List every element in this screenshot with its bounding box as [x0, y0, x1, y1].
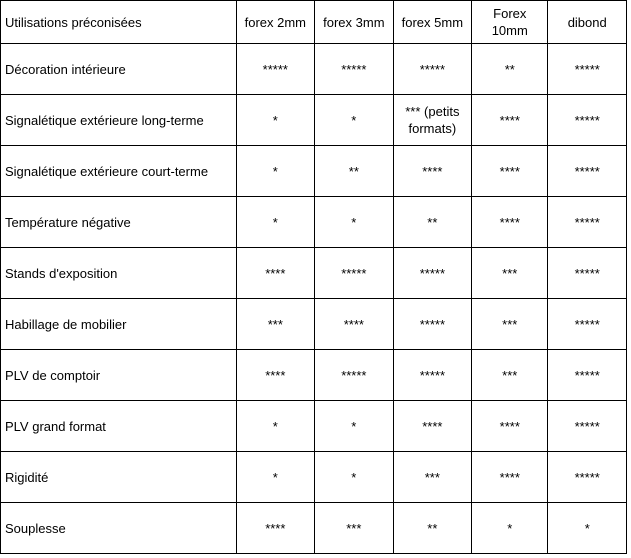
table-row [1, 401, 627, 452]
rating-cell: ***** [548, 350, 627, 401]
row-label: Stands d'exposition [1, 248, 237, 299]
rating-cell: **** [393, 401, 472, 452]
rating-cell: **** [315, 299, 394, 350]
rating-cell: ***** [393, 350, 472, 401]
rating-cell: * [236, 95, 315, 146]
row-label: Température négative [1, 197, 237, 248]
row-label: Souplesse [1, 503, 237, 554]
table-row [1, 248, 627, 299]
rating-cell: ***** [548, 146, 627, 197]
table-row [1, 197, 627, 248]
rating-cell: ***** [548, 197, 627, 248]
rating-cell: ***** [548, 401, 627, 452]
table-row [1, 452, 627, 503]
table-row [1, 299, 627, 350]
rating-cell: ***** [393, 44, 472, 95]
rating-cell: **** [236, 503, 315, 554]
rating-cell: **** [472, 146, 548, 197]
table-row [1, 95, 627, 146]
rating-cell: *** (petits formats) [393, 95, 472, 146]
rating-cell: ***** [315, 44, 394, 95]
header-forex-3mm: forex 3mm [315, 1, 394, 44]
rating-cell: *** [393, 452, 472, 503]
table-row [1, 44, 627, 95]
rating-cell: ***** [315, 248, 394, 299]
rating-cell: * [236, 197, 315, 248]
rating-cell: * [236, 401, 315, 452]
row-label: Signalétique extérieure court-terme [1, 146, 237, 197]
rating-cell: **** [472, 401, 548, 452]
rating-cell: **** [236, 350, 315, 401]
rating-cell: ***** [236, 44, 315, 95]
rating-cell: * [236, 146, 315, 197]
row-label: Signalétique extérieure long-terme [1, 95, 237, 146]
row-label: Rigidité [1, 452, 237, 503]
rating-cell: * [315, 197, 394, 248]
rating-cell: *** [472, 299, 548, 350]
rating-cell: ** [393, 503, 472, 554]
rating-cell: ***** [393, 299, 472, 350]
rating-cell: ***** [393, 248, 472, 299]
rating-cell: **** [393, 146, 472, 197]
rating-cell: **** [472, 95, 548, 146]
table-row [1, 146, 627, 197]
rating-cell: ** [472, 44, 548, 95]
row-label: PLV de comptoir [1, 350, 237, 401]
rating-cell: *** [236, 299, 315, 350]
rating-cell: ***** [548, 452, 627, 503]
rating-cell: * [236, 452, 315, 503]
rating-cell: ** [393, 197, 472, 248]
rating-cell: **** [472, 197, 548, 248]
rating-cell: *** [315, 503, 394, 554]
rating-cell: * [315, 95, 394, 146]
rating-cell: *** [472, 248, 548, 299]
table-body [1, 44, 627, 554]
header-dibond: dibond [548, 1, 627, 44]
rating-cell: ***** [548, 95, 627, 146]
row-label: Habillage de mobilier [1, 299, 237, 350]
rating-cell: *** [472, 350, 548, 401]
rating-cell: ***** [548, 248, 627, 299]
rating-cell: * [315, 401, 394, 452]
rating-cell: * [315, 452, 394, 503]
header-usage: Utilisations préconisées [1, 1, 237, 44]
rating-cell: ***** [315, 350, 394, 401]
header-forex-5mm: forex 5mm [393, 1, 472, 44]
table-row [1, 350, 627, 401]
rating-cell: ***** [548, 299, 627, 350]
header-forex-2mm: forex 2mm [236, 1, 315, 44]
rating-cell: ***** [548, 44, 627, 95]
header-row [1, 1, 627, 44]
table-row [1, 503, 627, 554]
rating-cell: * [472, 503, 548, 554]
header-forex-10mm: Forex 10mm [472, 1, 548, 44]
rating-cell: **** [472, 452, 548, 503]
table-header [1, 1, 627, 44]
rating-cell: ** [315, 146, 394, 197]
rating-cell: **** [236, 248, 315, 299]
rating-cell: * [548, 503, 627, 554]
row-label: PLV grand format [1, 401, 237, 452]
row-label: Décoration intérieure [1, 44, 237, 95]
